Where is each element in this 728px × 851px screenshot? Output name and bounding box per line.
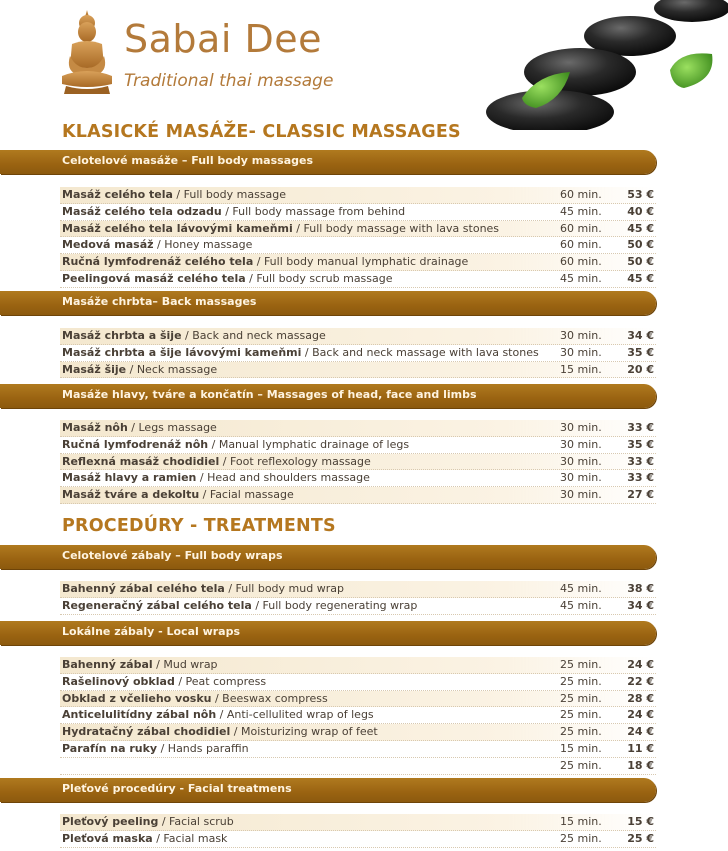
item-name-en: Honey massage xyxy=(164,238,253,252)
item-name-sk: Masáž celého tela xyxy=(62,188,173,201)
category-band-local-wraps xyxy=(0,621,656,645)
item-duration: 15 min. xyxy=(560,741,602,755)
item-name-en: Back and neck massage xyxy=(192,329,326,342)
item-name-sk: Masáž nôh xyxy=(62,421,128,434)
item-name-sk: Ručná lymfodrenáž nôh xyxy=(62,437,209,451)
item-name-sk: Rašelinový obklad xyxy=(62,674,175,688)
item-name-en: Full body massage xyxy=(183,188,287,201)
item-duration: 30 min. xyxy=(560,345,602,359)
item-name-sk: Hydratačný zábal chodidiel xyxy=(62,725,231,739)
item-price: 24 € xyxy=(627,708,654,722)
brand-name: Sabai Dee xyxy=(124,17,322,61)
category-label: Celotelové zábaly – Full body wraps xyxy=(62,549,283,562)
item-duration: 30 min. xyxy=(560,329,602,342)
item-duration: 60 min. xyxy=(560,238,602,252)
item-name-en: Facial mask xyxy=(163,831,228,845)
category-band-full-body-wraps xyxy=(0,545,656,569)
list-item: Parafín na ruky / Hands paraffin 15 min. 11 € xyxy=(60,741,656,758)
item-duration: 15 min. xyxy=(560,362,602,376)
section-title-classic-massages: KLASICKÉ MASÁŽE- CLASSIC MASSAGES xyxy=(62,122,461,142)
item-duration: 30 min. xyxy=(560,454,602,468)
item-name-sk: Reflexná masáž chodidiel xyxy=(62,454,220,468)
item-name-sk: Bahenný zábal celého tela xyxy=(62,582,225,595)
list-item: Anticelulitídny zábal nôh / Anti-cellulited wrap of legs 25 min. 24 € xyxy=(60,707,656,724)
item-price: 11 € xyxy=(627,741,654,755)
item-duration: 30 min. xyxy=(560,471,602,485)
item-name-sk: Medová masáž xyxy=(62,238,154,252)
item-duration: 15 min. xyxy=(560,815,602,828)
item-name-sk: Anticelulitídny zábal nôh xyxy=(62,708,217,722)
item-name-en: Full body massage with lava stones xyxy=(303,221,500,235)
item-price: 45 € xyxy=(627,221,654,235)
item-price: 15 € xyxy=(627,815,654,828)
list-item: Regeneračný zábal celého tela / Full body regenerating wrap 45 min. 34 € xyxy=(60,598,656,615)
price-list-facial-treatments xyxy=(60,814,656,848)
list-item: Hydratačný zábal chodidiel / Moisturizing wrap of feet 25 min. 24 € xyxy=(60,724,656,741)
item-duration: 30 min. xyxy=(560,437,602,451)
category-band-full-body-massages xyxy=(0,150,656,174)
item-price: 34 € xyxy=(627,598,654,612)
category-label: Lokálne zábaly - Local wraps xyxy=(62,625,241,638)
item-price: 33 € xyxy=(627,454,654,468)
list-item: Masáž nôh / Legs massage 30 min. 33 € xyxy=(60,420,656,437)
category-label: Pleťové procedúry - Facial treatmens xyxy=(62,782,292,795)
list-item: Masáž chrbta a šije lávovými kameňmi / Back and neck massage with lava stones 30 min. 35 € xyxy=(60,345,656,362)
list-item: Ručná lymfodrenáž celého tela / Full body manual lymphatic drainage 60 min. 50 € xyxy=(60,254,656,271)
item-duration: 25 min. xyxy=(560,658,602,671)
list-item: Masáž šije / Neck massage 15 min. 20 € xyxy=(60,362,656,379)
item-name-en: Head and shoulders massage xyxy=(207,471,370,485)
price-list-full-body-massages xyxy=(60,187,656,288)
item-price: 33 € xyxy=(627,421,654,434)
item-name-en: Facial scrub xyxy=(169,815,234,828)
item-price: 18 € xyxy=(627,758,654,772)
list-item: Masáž tváre a dekoltu / Facial massage 30 min. 27 € xyxy=(60,487,656,504)
item-name-sk: Masáž šije xyxy=(62,362,127,376)
category-label: Masáže hlavy, tváre a končatín – Massages of head, face and limbs xyxy=(62,388,477,401)
item-name-sk: Regeneračný zábal celého tela xyxy=(62,598,252,612)
list-item: Bahenný zábal / Mud wrap 25 min. 24 € xyxy=(60,657,656,674)
item-name-en: Full body mud wrap xyxy=(235,582,344,595)
item-name-sk: Ručná lymfodrenáž celého tela xyxy=(62,255,254,269)
item-duration: 45 min. xyxy=(560,271,602,285)
item-price: 22 € xyxy=(627,674,654,688)
item-price: 24 € xyxy=(627,725,654,739)
item-duration: 25 min. xyxy=(560,831,602,845)
category-band-facial-treatments xyxy=(0,778,656,802)
item-duration: 30 min. xyxy=(560,488,602,502)
item-duration: 60 min. xyxy=(560,255,602,269)
item-name-en: Back and neck massage with lava stones xyxy=(312,345,539,359)
list-item: Ručná lymfodrenáž nôh / Manual lymphatic drainage of legs 30 min. 35 € xyxy=(60,437,656,454)
item-name-sk: Masáž hlavy a ramien xyxy=(62,471,197,485)
item-duration: 60 min. xyxy=(560,221,602,235)
list-item: Pleťová maska / Facial mask 25 min. 25 € xyxy=(60,831,656,848)
item-name-en: Full body scrub massage xyxy=(256,271,393,285)
item-name-sk: Masáž celého tela lávovými kameňmi xyxy=(62,221,293,235)
item-name-sk: Masáž tváre a dekoltu xyxy=(62,488,200,502)
list-item: Masáž celého tela odzadu / Full body massage from behind 45 min. 40 € xyxy=(60,204,656,221)
item-name-sk: Parafín na ruky xyxy=(62,741,158,755)
price-list-local-wraps xyxy=(60,657,656,775)
item-price: 28 € xyxy=(627,691,654,705)
item-price: 50 € xyxy=(627,238,654,252)
item-duration: 25 min. xyxy=(560,708,602,722)
item-name-en: Mud wrap xyxy=(163,658,218,671)
item-name-en: Full body manual lymphatic drainage xyxy=(263,255,469,269)
item-duration: 30 min. xyxy=(560,421,602,434)
item-duration: 25 min. xyxy=(560,725,602,739)
item-price: 35 € xyxy=(627,437,654,451)
item-name-en: Peat compress xyxy=(185,674,267,688)
item-name-en: Neck massage xyxy=(136,362,218,376)
item-price: 20 € xyxy=(627,362,654,376)
item-price: 27 € xyxy=(627,488,654,502)
item-price: 25 € xyxy=(627,831,654,845)
item-name-en: Legs massage xyxy=(138,421,217,434)
item-name-en: Hands paraffin xyxy=(167,741,249,755)
item-price: 35 € xyxy=(627,345,654,359)
item-price: 33 € xyxy=(627,471,654,485)
item-name-en: Moisturizing wrap of feet xyxy=(241,725,378,739)
list-item: Masáž celého tela lávovými kameňmi / Full body massage with lava stones 60 min. 45 € xyxy=(60,221,656,238)
list-item: Masáž hlavy a ramien / Head and shoulders massage 30 min. 33 € xyxy=(60,470,656,487)
item-name-sk: Obklad z včelieho vosku xyxy=(62,691,212,705)
item-duration: 45 min. xyxy=(560,204,602,218)
section-title-treatments: PROCEDÚRY - TREATMENTS xyxy=(62,516,336,536)
item-duration: 45 min. xyxy=(560,582,602,595)
list-item: Pleťový peeling / Facial scrub 15 min. 15 € xyxy=(60,814,656,831)
item-name-en: Full body regenerating wrap xyxy=(262,598,418,612)
item-name-en: Beeswax compress xyxy=(222,691,328,705)
brand-tagline: Traditional thai massage xyxy=(124,71,334,91)
stones-leaves-image xyxy=(480,0,728,130)
list-item: Rašelinový obklad / Peat compress 25 min. 22 € xyxy=(60,674,656,691)
item-price: 40 € xyxy=(627,204,654,218)
item-name-en: Manual lymphatic drainage of legs xyxy=(218,437,410,451)
list-item: Medová masáž / Honey massage 60 min. 50 € xyxy=(60,237,656,254)
list-item: Bahenný zábal celého tela / Full body mud wrap 45 min. 38 € xyxy=(60,581,656,598)
item-price: 38 € xyxy=(627,582,654,595)
item-duration: 25 min. xyxy=(560,691,602,705)
item-price: 24 € xyxy=(627,658,654,671)
list-item: Masáž celého tela / Full body massage 60 min. 53 € xyxy=(60,187,656,204)
item-price: 50 € xyxy=(627,255,654,269)
item-name-sk: Masáž celého tela odzadu xyxy=(62,204,222,218)
list-item xyxy=(60,758,656,775)
category-band-back-massages xyxy=(0,291,656,315)
list-item: Peelingová masáž celého tela / Full body scrub massage 45 min. 45 € xyxy=(60,271,656,288)
category-band-head-face-limbs xyxy=(0,384,656,408)
category-label: Masáže chrbta– Back massages xyxy=(62,295,257,308)
item-name-sk: Bahenný zábal xyxy=(62,658,153,671)
item-duration: 60 min. xyxy=(560,188,602,201)
item-name-en: Foot reflexology massage xyxy=(229,454,371,468)
list-item: Obklad z včelieho vosku / Beeswax compress 25 min. 28 € xyxy=(60,691,656,708)
item-name-sk: Masáž chrbta a šije xyxy=(62,329,182,342)
item-duration: 25 min. xyxy=(560,674,602,688)
item-duration: 45 min. xyxy=(560,598,602,612)
item-price: 53 € xyxy=(627,188,654,201)
item-name-sk: Pleťová maska xyxy=(62,831,153,845)
item-name-en: Facial massage xyxy=(209,488,294,502)
list-item: Masáž chrbta a šije / Back and neck massage 30 min. 34 € xyxy=(60,328,656,345)
price-list-full-body-wraps xyxy=(60,581,656,615)
list-item: Reflexná masáž chodidiel / Foot reflexology massage 30 min. 33 € xyxy=(60,454,656,471)
item-name-sk: Masáž chrbta a šije lávovými kameňmi xyxy=(62,345,302,359)
item-name-sk: Peelingová masáž celého tela xyxy=(62,271,246,285)
item-price: 34 € xyxy=(627,329,654,342)
price-list-back-massages xyxy=(60,328,656,378)
item-name-sk: Pleťový peeling xyxy=(62,815,159,828)
header xyxy=(0,0,728,120)
buddha-logo-icon xyxy=(58,8,116,96)
item-price: 45 € xyxy=(627,271,654,285)
item-duration: 25 min. xyxy=(560,758,602,772)
price-list-head-face-limbs xyxy=(60,420,656,504)
item-name-en: Full body massage from behind xyxy=(232,204,406,218)
category-label: Celotelové masáže – Full body massages xyxy=(62,154,314,167)
item-name-en: Anti-cellulited wrap of legs xyxy=(226,708,374,722)
